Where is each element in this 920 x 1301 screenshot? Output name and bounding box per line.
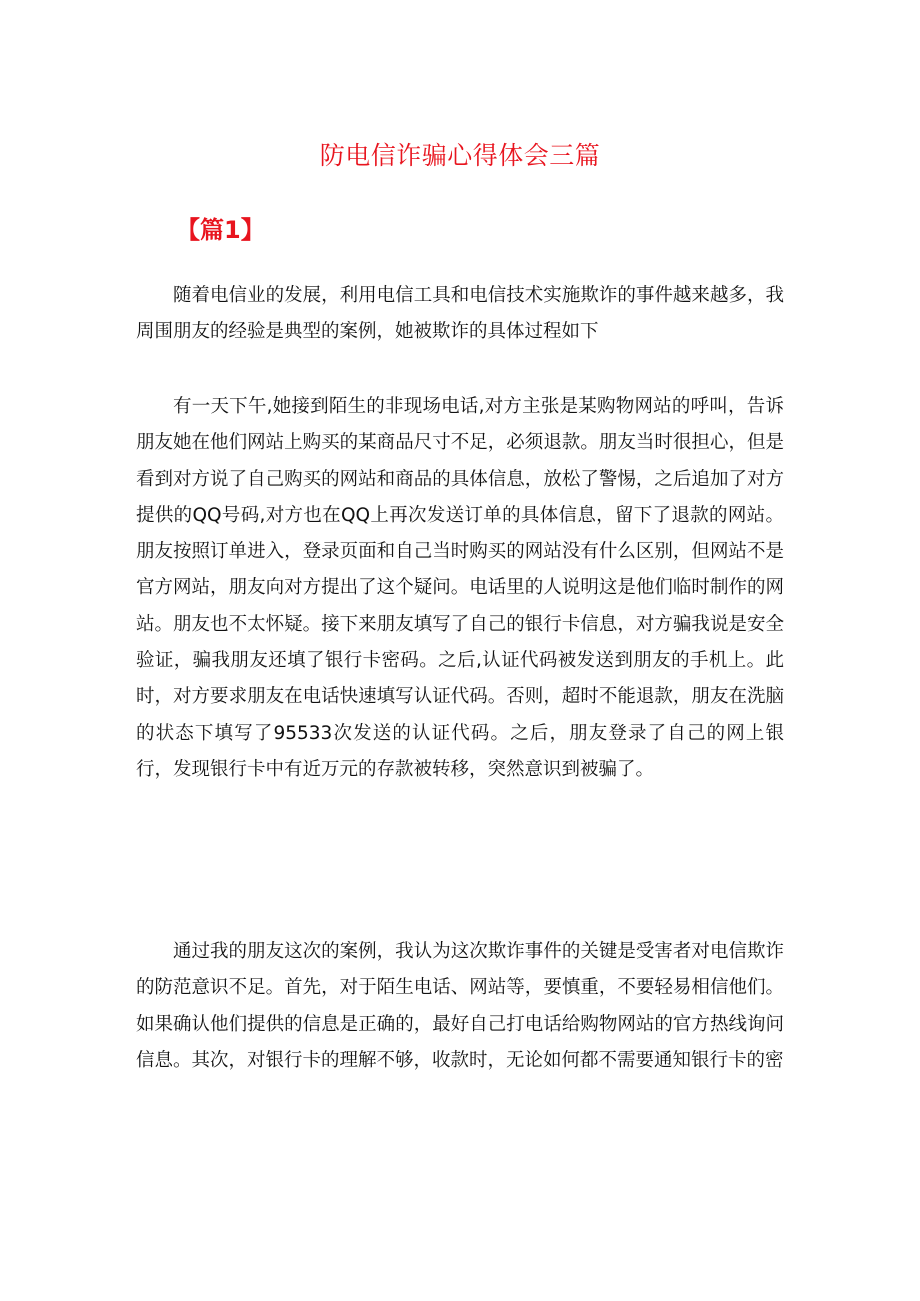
section-heading: 【篇1】 <box>176 216 265 244</box>
body-paragraph-2: 有一天下午,她接到陌生的非现场电话,对方主张是某购物网站的呼叫，告诉朋友她在他们网站上购买的某商品尺寸不足，必须退款。朋友当时很担心，但是看到对方说了自己购买的网站和商品的具体信息，放松了警惕，之后追加了对方提供的QQ号码,对方也在QQ上再次发送订单的具体信息，留下了退款的网站。朋友按照订单进入，登录页面和自己当时购买的网站没有什么区别，但网站不是官方网站，朋友向对方提出了这个疑问。电话里的人说明这是他们临时制作的网站。朋友也不太怀疑。接下来朋友填写了自己的银行卡信息，对方骗我说是安全验证，骗我朋友还填了银行卡密码。之后,认证代码被发送到朋友的手机上。此时，对方要求朋友在电话快速填写认证代码。否则，超时不能退款，朋友在洗脑的状态下填写了95533次发送的认证代码。之后，朋友登录了自己的网上银行，发现银行卡中有近万元的存款被转移，突然意识到被骗了。 <box>136 396 784 780</box>
body-paragraph-1: 随着电信业的发展，利用电信工具和电信技术实施欺诈的事件越来越多，我周围朋友的经验是典型的案例，她被欺诈的具体过程如下 <box>136 285 784 343</box>
document-title: 防电信诈骗心得体会三篇 <box>319 141 601 170</box>
body-paragraph-3: 通过我的朋友这次的案例，我认为这次欺诈事件的关键是受害者对电信欺诈的防范意识不足。首先，对于陌生电话、网站等，要慎重，不要轻易相信他们。如果确认他们提供的信息是正确的，最好自己打电话给购物网站的官方热线询问信息。其次，对银行卡的理解不够，收款时，无论如何都不需要通知银行卡的密 <box>136 941 784 1071</box>
